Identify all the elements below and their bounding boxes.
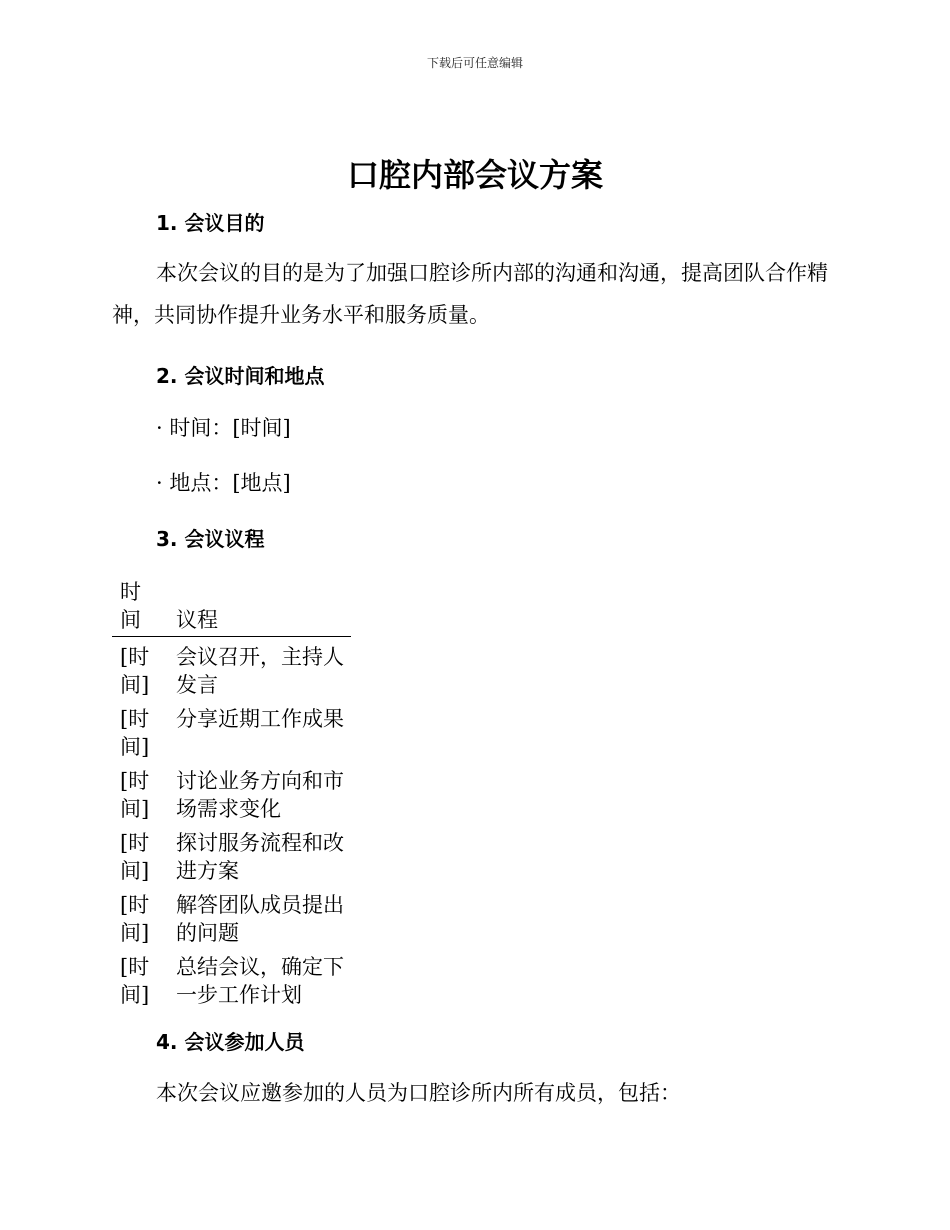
agenda-cell-item: 分享近期工作成果 — [176, 707, 344, 731]
agenda-cell-time: [时间] — [120, 893, 150, 945]
agenda-header-time: 时间 — [120, 580, 141, 632]
table-row — [112, 637, 351, 700]
agenda-cell-item: 总结会议，确定下一步工作计划 — [176, 955, 344, 1007]
agenda-header-agenda: 议程 — [176, 608, 218, 632]
document-title: 口腔内部会议方案 — [346, 156, 603, 194]
attendees-paragraph: 本次会议应邀参加的人员为口腔诊所内所有成员，包括： — [156, 1081, 681, 1105]
agenda-cell-time: [时间] — [120, 707, 150, 759]
agenda-cell-time: [时间] — [120, 769, 150, 821]
section-heading-purpose: 1. 会议目的 — [156, 211, 265, 235]
table-row — [112, 699, 351, 761]
agenda-table — [112, 578, 351, 1009]
header-note: 下载后可任意编辑 — [426, 56, 523, 70]
agenda-cell-item: 会议召开，主持人发言 — [176, 645, 344, 697]
table-row — [112, 823, 351, 885]
section-heading-agenda: 3. 会议议程 — [156, 527, 265, 551]
section-heading-attendees: 4. 会议参加人员 — [156, 1030, 305, 1054]
agenda-cell-time: [时间] — [120, 955, 150, 1007]
table-row — [112, 885, 351, 947]
bullet-time: · 时间：[时间] — [156, 416, 291, 440]
agenda-cell-item: 讨论业务方向和市场需求变化 — [176, 769, 344, 821]
agenda-cell-time: [时间] — [120, 831, 150, 883]
agenda-cell-item: 探讨服务流程和改进方案 — [176, 831, 344, 883]
bullet-location: · 地点：[地点] — [156, 471, 291, 495]
purpose-paragraph: 本次会议的目的是为了加强口腔诊所内部的沟通和沟通，提高团队合作精神，共同协作提升业务水平和服务质量。 — [112, 261, 828, 327]
agenda-cell-time: [时间] — [120, 645, 150, 697]
table-row — [112, 761, 351, 823]
agenda-table-header-row — [112, 578, 351, 637]
section-heading-time-location: 2. 会议时间和地点 — [156, 364, 325, 388]
agenda-cell-item: 解答团队成员提出的问题 — [176, 893, 344, 945]
table-row — [112, 947, 351, 1009]
